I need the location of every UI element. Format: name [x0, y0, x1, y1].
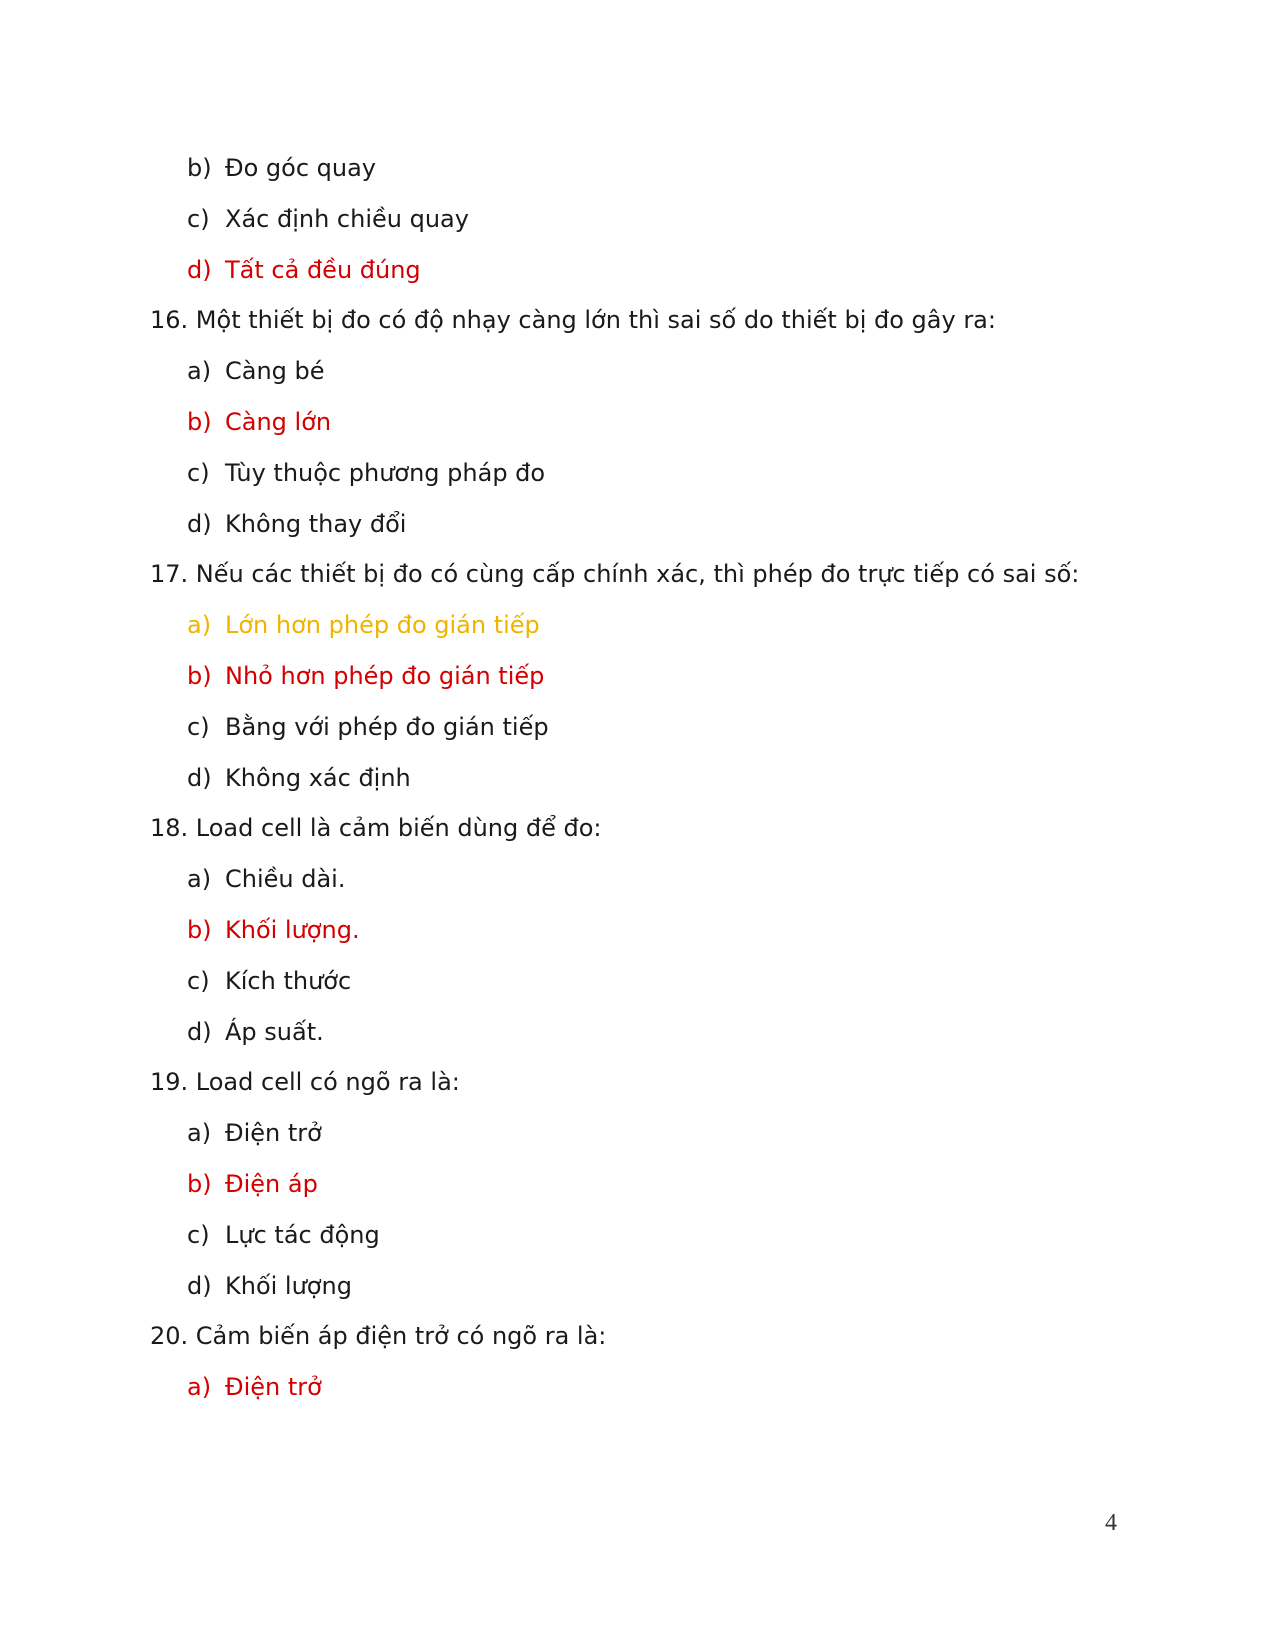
option-letter: b)	[187, 408, 212, 436]
answer-option	[187, 859, 345, 899]
option-text: Điện trở	[225, 1373, 322, 1402]
answer-option	[187, 1113, 322, 1153]
option-letter: d)	[187, 1271, 212, 1300]
option-text: Càng lớn	[225, 408, 332, 436]
option-text: Bằng với phép đo gián tiếp	[225, 712, 549, 741]
option-letter: a)	[187, 611, 212, 640]
question-text: 16. Một thiết bị đo có độ nhạy càng lớn thì sai số do thiết bị đo gây ra:	[150, 306, 996, 335]
option-text: Kích thước	[225, 966, 352, 995]
option-letter: b)	[187, 662, 212, 690]
option-letter: c)	[187, 1220, 210, 1249]
option-text: Tất cả đều đúng	[225, 255, 421, 284]
answer-option	[187, 961, 351, 1001]
question-text: 20. Cảm biến áp điện trở có ngõ ra là:	[150, 1322, 607, 1351]
answer-option	[187, 656, 544, 696]
page-number: 4	[1105, 1510, 1117, 1536]
option-text: Khối lượng	[225, 1271, 352, 1300]
option-text: Chiều dài.	[225, 865, 346, 894]
option-letter: d)	[187, 255, 212, 284]
answer-option	[187, 148, 376, 188]
option-text: Lực tác động	[225, 1220, 380, 1249]
option-text: Tùy thuộc phương pháp đo	[225, 458, 546, 487]
answer-option	[187, 910, 360, 950]
option-text: Điện áp	[225, 1170, 318, 1198]
option-letter: d)	[187, 509, 212, 538]
option-letter: b)	[187, 154, 212, 182]
answer-option	[187, 707, 549, 747]
option-letter: c)	[187, 712, 210, 741]
answer-option	[187, 402, 331, 442]
option-letter: a)	[187, 865, 212, 894]
option-text: Điện trở	[225, 1119, 322, 1148]
option-letter: d)	[187, 763, 212, 792]
answer-option	[187, 1164, 318, 1204]
option-text: Lớn hơn phép đo gián tiếp	[225, 611, 540, 640]
answer-option	[187, 199, 469, 239]
answer-option	[187, 250, 421, 290]
option-letter: b)	[187, 916, 212, 944]
option-letter: a)	[187, 357, 212, 386]
answer-option	[187, 453, 545, 493]
option-text: Áp suất.	[225, 1017, 324, 1046]
option-text: Nhỏ hơn phép đo gián tiếp	[225, 662, 545, 690]
option-text: Đo góc quay	[225, 154, 377, 182]
answer-option	[187, 1367, 322, 1407]
option-letter: a)	[187, 1373, 212, 1402]
option-text: Không thay đổi	[225, 509, 407, 538]
answer-option	[187, 504, 406, 544]
question-text: 17. Nếu các thiết bị đo có cùng cấp chính xác, thì phép đo trực tiếp có sai số:	[150, 560, 1080, 589]
question-text: 19. Load cell có ngõ ra là:	[150, 1068, 460, 1097]
option-letter: d)	[187, 1017, 212, 1046]
option-text: Xác định chiều quay	[225, 204, 469, 233]
option-letter: b)	[187, 1170, 212, 1198]
question-text: 18. Load cell là cảm biến dùng để đo:	[150, 814, 602, 843]
answer-option	[187, 758, 411, 798]
option-text: Khối lượng.	[225, 916, 360, 944]
option-text: Càng bé	[225, 357, 325, 386]
option-letter: c)	[187, 458, 210, 487]
answer-option	[187, 1215, 380, 1255]
option-letter: c)	[187, 966, 210, 995]
answer-option	[187, 605, 540, 645]
option-letter: a)	[187, 1119, 212, 1148]
option-text: Không xác định	[225, 763, 411, 792]
answer-option	[187, 351, 325, 391]
answer-option	[187, 1266, 352, 1306]
option-letter: c)	[187, 204, 210, 233]
answer-option	[187, 1012, 324, 1052]
